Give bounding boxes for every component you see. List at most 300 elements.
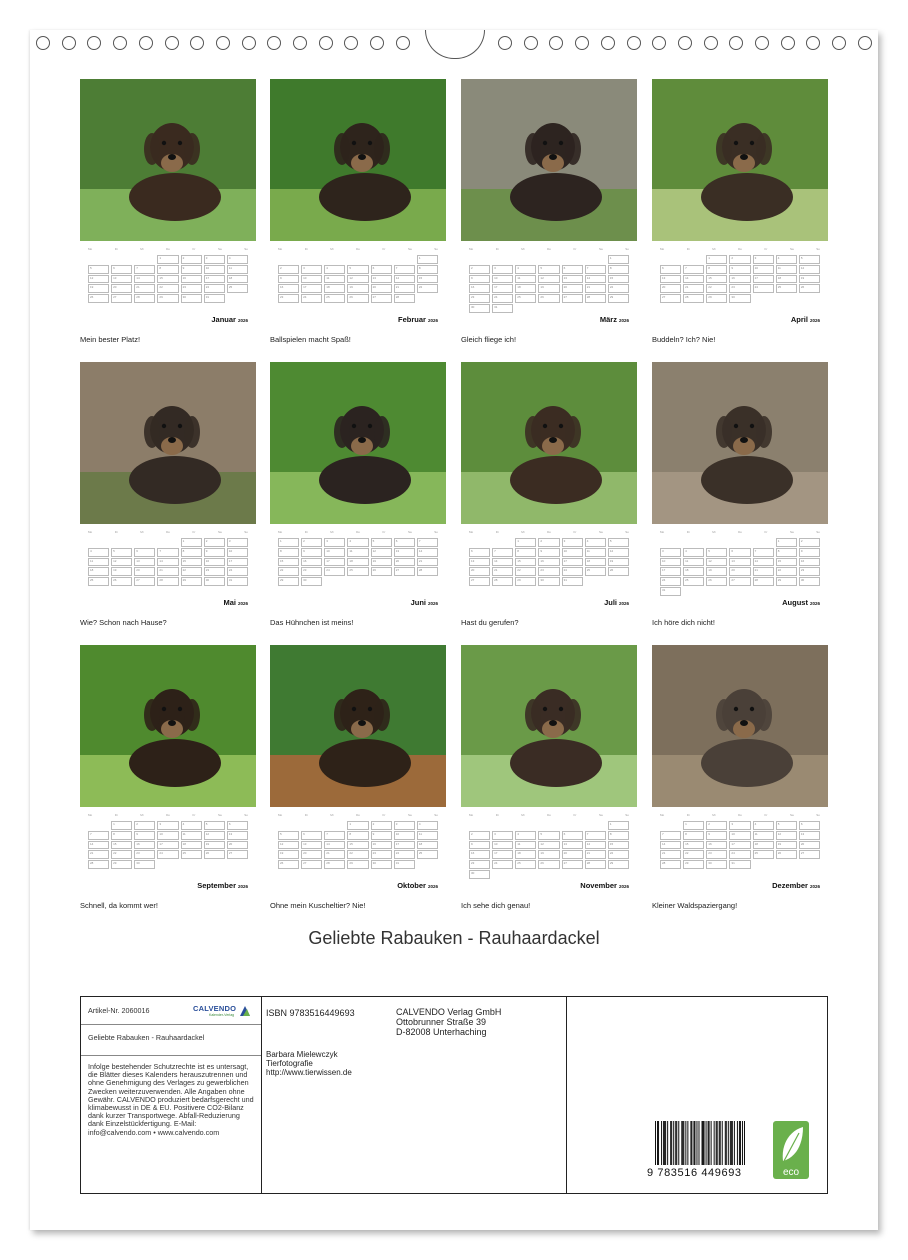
day-cell: 19 xyxy=(278,850,299,859)
calvendo-logo: CALVENDO xyxy=(193,1004,237,1013)
day-cell: 19 xyxy=(799,275,820,284)
day-cell: 6 xyxy=(469,548,490,557)
day-cell: 13 xyxy=(301,841,322,850)
day-cell: 13 xyxy=(562,841,583,850)
day-cell: 12 xyxy=(799,265,820,274)
day-cell: 16 xyxy=(538,558,559,567)
legal-notice: Infolge bestehender Schutzrechte ist es untersagt, die Blätter dieses Kalenders herauszutrennen und ohne Genehmigung des Verlages zu gewerblichen Zwecken weiterzuverwenden. Alle Angaben ohne Gewähr. CALVENDO produziert bedarfsgerecht und klimabewusst in DE & EU. Positivere CO2-Bilanz dank kurzer Transportwege. Abfall-Reduzierung dank Einzelstückfertigung. E-Mail: info@calvendo.com • www.calvendo.com xyxy=(88,1062,254,1137)
weekday-label: Sa xyxy=(408,813,412,817)
day-cell: 23 xyxy=(538,567,559,576)
month-calendar-grid xyxy=(270,530,446,594)
empty-cell xyxy=(729,538,750,547)
day-cell: 9 xyxy=(181,265,202,274)
day-cell: 28 xyxy=(417,567,438,576)
empty-cell xyxy=(585,587,606,596)
day-cell: 8 xyxy=(608,831,629,840)
day-cell: 9 xyxy=(706,831,727,840)
day-cell: 3 xyxy=(729,821,750,830)
day-cell: 17 xyxy=(729,841,750,850)
weekday-label: Mo xyxy=(88,813,93,817)
weekday-label: Do xyxy=(738,530,742,534)
empty-cell xyxy=(562,255,583,264)
day-cell: 18 xyxy=(683,567,704,576)
day-cell: 8 xyxy=(683,831,704,840)
day-cell: 14 xyxy=(394,275,415,284)
empty-cell xyxy=(417,870,438,879)
product-info-box xyxy=(80,996,828,1194)
day-cell: 20 xyxy=(371,284,392,293)
day-cell: 17 xyxy=(394,841,415,850)
empty-cell xyxy=(683,304,704,313)
day-cell: 27 xyxy=(799,850,820,859)
day-cell: 23 xyxy=(729,284,750,293)
day-cell: 4 xyxy=(324,265,345,274)
day-cell: 4 xyxy=(227,255,248,264)
empty-cell xyxy=(88,821,109,830)
weekday-header xyxy=(469,813,629,819)
day-cell: 28 xyxy=(683,294,704,303)
month-name xyxy=(197,881,248,890)
weekday-label: So xyxy=(244,247,248,251)
day-cell: 27 xyxy=(562,860,583,869)
empty-cell xyxy=(799,587,820,596)
binding-ring xyxy=(190,36,204,50)
empty-cell xyxy=(492,821,513,830)
empty-cell xyxy=(660,821,681,830)
author-role: Tierfotografie xyxy=(266,1059,313,1068)
article-row xyxy=(81,997,261,1025)
binding-ring xyxy=(396,36,410,50)
day-cell: 28 xyxy=(134,294,155,303)
day-cell: 10 xyxy=(227,548,248,557)
day-cell: 7 xyxy=(753,548,774,557)
empty-cell xyxy=(683,870,704,879)
author-url: http://www.tierwissen.de xyxy=(266,1068,352,1077)
day-cell: 11 xyxy=(88,558,109,567)
month-calendar-grid xyxy=(80,247,256,311)
empty-cell xyxy=(417,860,438,869)
day-cell: 19 xyxy=(347,284,368,293)
weekday-label: Di xyxy=(114,813,118,817)
day-cell: 11 xyxy=(347,548,368,557)
day-cell: 19 xyxy=(538,284,559,293)
day-cell: 16 xyxy=(134,841,155,850)
day-cell: 1 xyxy=(608,821,629,830)
empty-cell xyxy=(469,255,490,264)
day-cell: 15 xyxy=(111,841,132,850)
weekday-label: Mo xyxy=(88,247,93,251)
day-cell: 5 xyxy=(608,538,629,547)
binding-ring xyxy=(704,36,718,50)
day-cell: 18 xyxy=(776,275,797,284)
month-year: 2026 xyxy=(427,884,438,889)
day-cell: 28 xyxy=(324,860,345,869)
day-cell: 24 xyxy=(492,860,513,869)
day-cell: 25 xyxy=(181,850,202,859)
day-cell: 30 xyxy=(706,860,727,869)
binding-ring xyxy=(601,36,615,50)
day-cell: 4 xyxy=(753,821,774,830)
binding-ring xyxy=(652,36,666,50)
day-cell: 16 xyxy=(706,841,727,850)
binding-ring xyxy=(858,36,872,50)
empty-cell xyxy=(608,870,629,879)
empty-cell xyxy=(417,577,438,586)
day-cell: 12 xyxy=(204,831,225,840)
day-cell: 5 xyxy=(371,538,392,547)
day-cell: 11 xyxy=(515,841,536,850)
day-cell: 27 xyxy=(660,294,681,303)
binding-ring xyxy=(678,36,692,50)
empty-cell xyxy=(417,587,438,596)
month-caption: Buddeln? Ich? Nie! xyxy=(652,335,716,344)
day-cell: 9 xyxy=(729,265,750,274)
day-cell: 23 xyxy=(469,294,490,303)
month-name xyxy=(398,315,438,324)
day-cell: 15 xyxy=(776,558,797,567)
day-cell: 2 xyxy=(538,538,559,547)
day-cell: 8 xyxy=(776,548,797,557)
empty-cell xyxy=(729,304,750,313)
day-cell: 12 xyxy=(111,558,132,567)
day-cell: 17 xyxy=(753,275,774,284)
day-cell: 14 xyxy=(683,275,704,284)
barcode-number: 9 783516 449693 xyxy=(647,1167,742,1179)
day-cell: 19 xyxy=(111,567,132,576)
binding-ring xyxy=(87,36,101,50)
day-cell: 30 xyxy=(799,577,820,586)
empty-cell xyxy=(776,870,797,879)
day-cell: 1 xyxy=(776,538,797,547)
day-cell: 2 xyxy=(729,255,750,264)
month-name-text: Mai xyxy=(223,598,236,607)
day-cell: 15 xyxy=(608,841,629,850)
month-year: 2026 xyxy=(809,318,820,323)
day-cell: 16 xyxy=(469,284,490,293)
day-cell: 25 xyxy=(776,284,797,293)
weekday-label: Sa xyxy=(218,530,222,534)
day-cell: 20 xyxy=(134,567,155,576)
day-cell: 17 xyxy=(660,567,681,576)
day-cell: 20 xyxy=(562,850,583,859)
day-cell: 10 xyxy=(753,265,774,274)
day-cell: 5 xyxy=(278,831,299,840)
day-cell: 14 xyxy=(585,275,606,284)
empty-cell xyxy=(706,538,727,547)
weekday-header xyxy=(660,247,820,253)
binding-ring xyxy=(139,36,153,50)
day-cell: 18 xyxy=(753,841,774,850)
month-name-text: Oktober xyxy=(397,881,426,890)
empty-cell xyxy=(204,870,225,879)
weekday-label: Fr xyxy=(764,247,768,251)
day-cell: 13 xyxy=(660,275,681,284)
empty-cell xyxy=(324,255,345,264)
weekday-label: Fr xyxy=(382,813,386,817)
month-calendar-grid xyxy=(270,813,446,877)
day-cell: 22 xyxy=(111,850,132,859)
empty-cell xyxy=(157,860,178,869)
day-cell: 22 xyxy=(347,850,368,859)
weekday-label: Mi xyxy=(521,813,525,817)
day-cell: 26 xyxy=(706,577,727,586)
month-caption: Ich sehe dich genau! xyxy=(461,901,531,910)
day-cell: 29 xyxy=(706,294,727,303)
weekday-label: So xyxy=(625,813,629,817)
day-cell: 28 xyxy=(394,294,415,303)
weekday-label: Mo xyxy=(660,530,665,534)
day-cell: 27 xyxy=(562,294,583,303)
day-cell: 10 xyxy=(394,831,415,840)
day-cell: 17 xyxy=(301,284,322,293)
empty-cell xyxy=(301,870,322,879)
day-cell: 6 xyxy=(562,265,583,274)
empty-cell xyxy=(371,577,392,586)
day-cell: 26 xyxy=(608,567,629,576)
month-caption: Ballspielen macht Spaß! xyxy=(270,335,351,344)
empty-cell xyxy=(394,577,415,586)
weekday-label: Fr xyxy=(764,530,768,534)
eco-leaf-icon xyxy=(773,1121,809,1179)
day-cell: 23 xyxy=(799,567,820,576)
day-cell: 29 xyxy=(111,860,132,869)
binding-ring xyxy=(524,36,538,50)
empty-cell xyxy=(204,304,225,313)
empty-cell xyxy=(776,294,797,303)
binding-ring xyxy=(293,36,307,50)
weekday-label: Mo xyxy=(660,813,665,817)
empty-cell xyxy=(585,870,606,879)
weekday-header xyxy=(660,530,820,536)
month-name xyxy=(782,598,820,607)
day-cell: 31 xyxy=(227,577,248,586)
day-cell: 9 xyxy=(204,548,225,557)
day-cell: 8 xyxy=(157,265,178,274)
day-cell: 4 xyxy=(88,548,109,557)
day-cell: 17 xyxy=(324,558,345,567)
weekday-label: Di xyxy=(686,813,690,817)
weekday-label: Di xyxy=(495,813,499,817)
empty-cell xyxy=(111,255,132,264)
day-cell: 5 xyxy=(706,548,727,557)
day-cell: 2 xyxy=(134,821,155,830)
empty-cell xyxy=(706,587,727,596)
month-year: 2026 xyxy=(618,318,629,323)
empty-cell xyxy=(134,870,155,879)
weekday-label: Mi xyxy=(330,813,334,817)
day-cell: 21 xyxy=(88,850,109,859)
weekday-label: Di xyxy=(114,247,118,251)
empty-cell xyxy=(394,870,415,879)
day-cell: 21 xyxy=(157,567,178,576)
month-name xyxy=(411,598,438,607)
empty-cell xyxy=(515,587,536,596)
day-cell: 19 xyxy=(776,841,797,850)
day-cell: 25 xyxy=(515,294,536,303)
weekday-label: So xyxy=(625,247,629,251)
day-cell: 19 xyxy=(204,841,225,850)
empty-cell xyxy=(301,255,322,264)
day-cell: 26 xyxy=(776,850,797,859)
day-cell: 29 xyxy=(278,577,299,586)
day-cell: 29 xyxy=(347,860,368,869)
day-cell: 5 xyxy=(538,265,559,274)
day-cell: 24 xyxy=(301,294,322,303)
day-cell: 9 xyxy=(134,831,155,840)
empty-cell xyxy=(88,870,109,879)
empty-cell xyxy=(683,538,704,547)
empty-cell xyxy=(134,304,155,313)
day-cell: 16 xyxy=(729,275,750,284)
day-cell: 18 xyxy=(515,850,536,859)
day-cell: 7 xyxy=(683,265,704,274)
month-name xyxy=(580,881,629,890)
empty-cell xyxy=(683,587,704,596)
day-cell: 29 xyxy=(157,294,178,303)
weekday-label: Sa xyxy=(599,813,603,817)
binding-ring xyxy=(36,36,50,50)
weekday-label: Di xyxy=(304,530,308,534)
empty-cell xyxy=(469,538,490,547)
calvendo-logo-icon xyxy=(239,1005,251,1017)
weekday-label: Mo xyxy=(469,247,474,251)
day-cell: 24 xyxy=(753,284,774,293)
empty-cell xyxy=(204,860,225,869)
day-cell: 26 xyxy=(799,284,820,293)
day-cell: 23 xyxy=(181,284,202,293)
day-cell: 24 xyxy=(204,284,225,293)
month-name-text: März xyxy=(599,315,617,324)
day-cell: 25 xyxy=(753,850,774,859)
weekday-label: Mi xyxy=(140,530,144,534)
day-cell: 10 xyxy=(492,275,513,284)
empty-cell xyxy=(515,870,536,879)
dachshund-photo xyxy=(80,362,256,524)
day-cell: 12 xyxy=(706,558,727,567)
day-cell: 9 xyxy=(371,831,392,840)
empty-cell xyxy=(538,255,559,264)
day-cell: 27 xyxy=(729,577,750,586)
day-cell: 28 xyxy=(585,294,606,303)
weekday-label: Do xyxy=(356,530,360,534)
day-cell: 13 xyxy=(469,558,490,567)
day-cell: 27 xyxy=(134,577,155,586)
day-cell: 25 xyxy=(683,577,704,586)
product-title-row xyxy=(81,1025,261,1056)
day-cell: 21 xyxy=(417,558,438,567)
empty-cell xyxy=(585,304,606,313)
binding-ring xyxy=(549,36,563,50)
day-cell: 30 xyxy=(181,294,202,303)
dachshund-photo xyxy=(461,79,637,241)
day-cell: 5 xyxy=(347,265,368,274)
weekday-label: Mi xyxy=(712,530,716,534)
day-cell: 24 xyxy=(660,577,681,586)
month-name-text: Januar xyxy=(211,315,236,324)
empty-cell xyxy=(585,255,606,264)
day-cell: 14 xyxy=(157,558,178,567)
empty-cell xyxy=(469,821,490,830)
info-column-middle xyxy=(262,997,567,1193)
day-cell: 15 xyxy=(515,558,536,567)
weekday-label: Do xyxy=(547,813,551,817)
dachshund-photo xyxy=(652,362,828,524)
day-cell: 22 xyxy=(278,567,299,576)
day-cell: 5 xyxy=(799,255,820,264)
empty-cell xyxy=(278,255,299,264)
weekday-label: Sa xyxy=(408,530,412,534)
day-cell: 10 xyxy=(204,265,225,274)
empty-cell xyxy=(729,870,750,879)
weekday-label: Di xyxy=(686,247,690,251)
day-cell: 28 xyxy=(660,860,681,869)
day-cell: 20 xyxy=(799,841,820,850)
day-cell: 9 xyxy=(469,841,490,850)
weekday-label: So xyxy=(625,530,629,534)
binding-ring xyxy=(729,36,743,50)
month-year: 2026 xyxy=(618,601,629,606)
empty-cell xyxy=(301,821,322,830)
empty-cell xyxy=(562,870,583,879)
empty-cell xyxy=(227,870,248,879)
empty-cell xyxy=(301,587,322,596)
day-cell: 13 xyxy=(729,558,750,567)
month-calendar-grid xyxy=(270,247,446,311)
day-cell: 4 xyxy=(776,255,797,264)
day-cell: 25 xyxy=(515,860,536,869)
empty-cell xyxy=(799,294,820,303)
day-cell: 13 xyxy=(227,831,248,840)
day-cell: 12 xyxy=(608,548,629,557)
day-cell: 6 xyxy=(394,538,415,547)
publisher-street: Ottobrunner Straße 39 xyxy=(396,1017,487,1027)
day-cell: 7 xyxy=(134,265,155,274)
publisher-name: CALVENDO Verlag GmbH xyxy=(396,1007,502,1017)
day-cell: 7 xyxy=(394,265,415,274)
day-cell: 3 xyxy=(492,831,513,840)
weekday-label: Do xyxy=(356,247,360,251)
dachshund-photo xyxy=(270,362,446,524)
weekday-label: Fr xyxy=(382,247,386,251)
day-cell: 18 xyxy=(88,567,109,576)
day-cell: 1 xyxy=(706,255,727,264)
month-name xyxy=(772,881,820,890)
day-cell: 10 xyxy=(157,831,178,840)
weekday-label: Mo xyxy=(469,813,474,817)
day-cell: 21 xyxy=(585,284,606,293)
day-cell: 6 xyxy=(227,821,248,830)
day-cell: 30 xyxy=(729,294,750,303)
day-cell: 21 xyxy=(394,284,415,293)
weekday-label: Do xyxy=(356,813,360,817)
empty-cell xyxy=(706,304,727,313)
month-year: 2026 xyxy=(618,884,629,889)
empty-cell xyxy=(562,821,583,830)
day-cell: 22 xyxy=(683,850,704,859)
empty-cell xyxy=(538,821,559,830)
weekday-header xyxy=(660,813,820,819)
publisher-address xyxy=(396,1007,501,1037)
weekday-label: Di xyxy=(114,530,118,534)
month-calendar-grid xyxy=(461,247,637,311)
weekday-label: Fr xyxy=(573,530,577,534)
weekday-label: Mi xyxy=(521,247,525,251)
month-calendar-grid xyxy=(652,247,828,311)
day-cell: 21 xyxy=(492,567,513,576)
dachshund-photo xyxy=(652,645,828,807)
day-cell: 2 xyxy=(799,538,820,547)
empty-cell xyxy=(585,821,606,830)
